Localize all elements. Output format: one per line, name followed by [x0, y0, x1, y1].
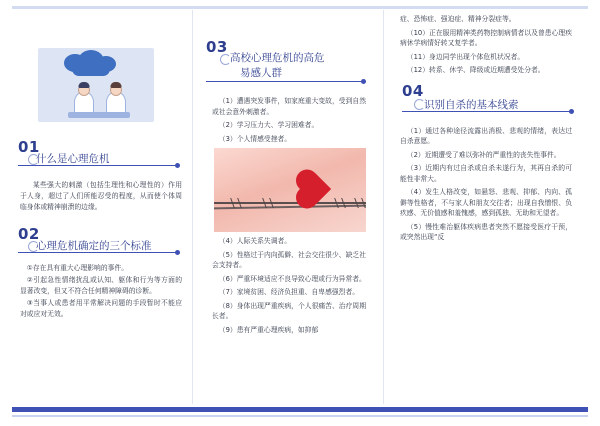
list-item: （9）患有严重心理疾病，如抑郁	[218, 325, 319, 334]
section-1-header	[16, 138, 186, 168]
section-4-number: 04	[402, 81, 424, 100]
column-3	[390, 12, 582, 402]
section-1-title: 什么是心理危机	[36, 153, 110, 165]
list-item: （10）正在服用精神类药物控制病情者以及曾患心理疾病休学病情好转又复学者。	[400, 28, 572, 47]
list-item: （1）通过各种途径流露出消极、悲观的情绪，表达过自杀意愿。	[400, 126, 572, 145]
section-2-header	[16, 225, 186, 255]
section-2-underline	[18, 252, 180, 253]
list-item: （8）身体出现严重疾病，个人很痛苦、治疗周期长者。	[212, 301, 366, 320]
section-3-header	[198, 38, 376, 84]
continuation-text: 症、恐怖症、强迫症、精神分裂症等。	[400, 15, 516, 23]
list-item: （1）遭遇突发事件，如家庭重大变故，受到自然或社会意外刺激者。	[212, 97, 366, 116]
top-stripe	[12, 6, 588, 9]
section-4-list	[390, 126, 582, 243]
section-4-header	[390, 82, 582, 114]
list-item: （2）学习压力大、学习困难者。	[218, 121, 319, 129]
section-2-list	[16, 263, 186, 320]
list-item: （3）个人情感受挫者。	[218, 134, 292, 143]
list-item: ①存在具有重大心理影响的事件。	[26, 264, 129, 272]
section-3-underline	[206, 81, 366, 82]
section-4-underline	[402, 111, 574, 112]
section-2-number: 02	[18, 225, 40, 243]
section-3-list-top	[198, 96, 376, 144]
list-item: （7）家境贫困、经济负担重、自卑感强烈者。	[218, 288, 360, 296]
bottom-band	[12, 407, 588, 412]
list-item: （6）严重环境适应不良导致心理或行为异常者。	[218, 274, 366, 283]
section-4-title: 识别自杀的基本线索	[424, 98, 519, 111]
list-item: （3）近期内有过自杀或自杀未遂行为，其再自杀的可能性非常大。	[400, 164, 572, 183]
section-1-underline	[18, 165, 180, 166]
section-3-number: 03	[206, 38, 228, 56]
heart-wire-photo	[214, 148, 366, 232]
column-2	[198, 12, 376, 402]
section-2-title: 心理危机确定的三个标准	[36, 240, 152, 252]
column-1	[16, 12, 186, 402]
list-item: ②引起急性情绪扰乱或认知、躯体和行为等方面的显著改变，但又不符合任何精神障碍的诊断。	[20, 276, 182, 295]
list-item: （4）发生人格改变，如悬怒、悲观、抑郁、内向、孤僻等性格者，不与家人和朋友交往者；出现自我憎恨、负疚感、无价值感和羞愧感，感到孤独、无助和无望者。	[400, 188, 572, 217]
list-item: （4）人际关系失调者。	[218, 237, 292, 245]
list-item: （5）慢性难治躯体疾病患者突然不愿接受医疗干预，或突然出现“反	[400, 222, 572, 241]
fold-line-2	[383, 10, 384, 404]
section-3-title-line-2: 易感人群	[240, 67, 282, 79]
fold-line-1	[192, 10, 193, 404]
list-item: （12）转系、休学、降级或近期遭受处分者。	[406, 66, 545, 74]
section-3-list-bottom	[198, 236, 376, 335]
list-item: （2）近期遭受了难以弥补的严重性的丧失性事件。	[406, 150, 561, 159]
list-item: （5）性格过于内向孤僻、社会交往很少、缺乏社会支持者。	[212, 250, 366, 269]
section-1-paragraph: 某些强大的刺激（包括生理性和心理性的）作用于人身，超过了人们所能忍受的程度，从而使个体周临身体或精神崩溃的边缘。	[20, 181, 182, 211]
people-cloud-illustration	[38, 48, 154, 122]
list-item: ③当事人或患者用平常解决问题的手段暂时不能应对或应对无效。	[20, 299, 182, 318]
section-1-number: 01	[18, 138, 40, 156]
column-3-list	[390, 14, 582, 76]
section-3-title-line-1: 高校心理危机的高危	[230, 52, 325, 64]
bottom-band-light	[12, 415, 588, 417]
list-item: （11）身边同学出现个体危机状况者。	[406, 52, 525, 61]
